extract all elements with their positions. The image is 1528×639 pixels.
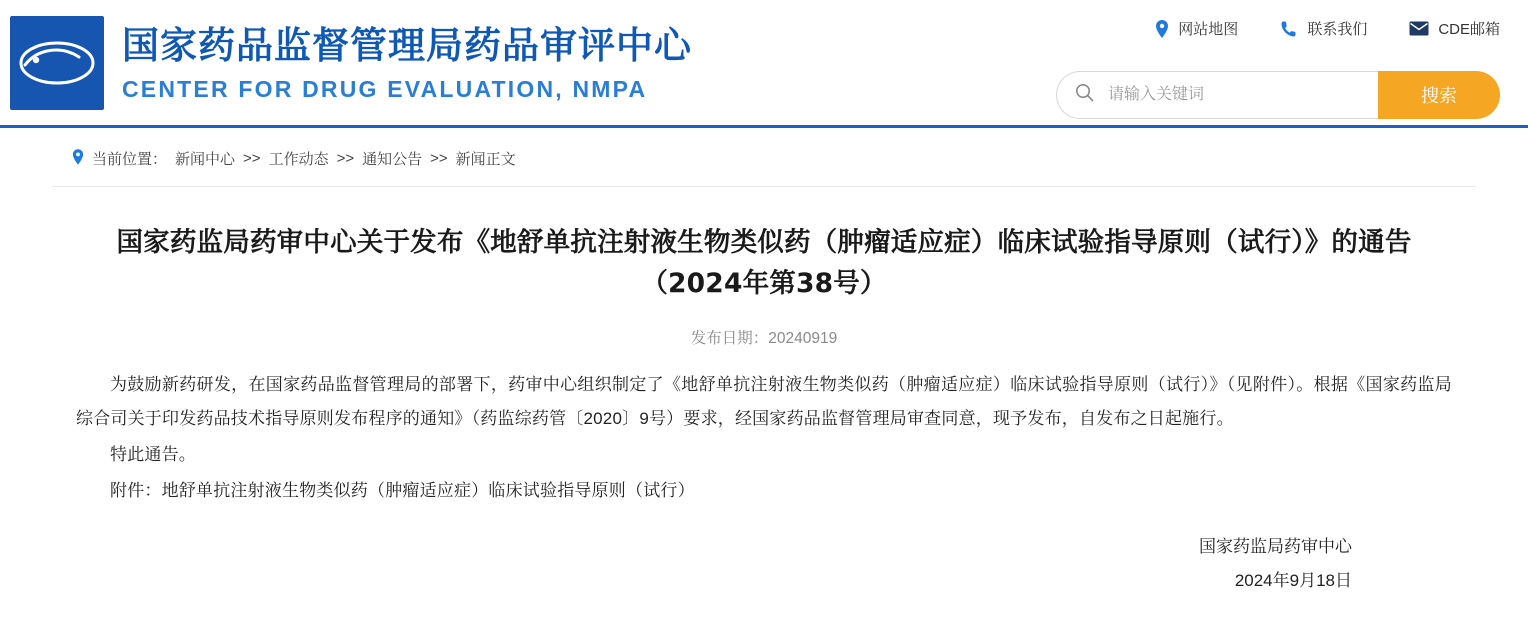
article-paragraph: 为鼓励新药研发，在国家药品监督管理局的部署下，药审中心组织制定了《地舒单抗注射液生物类似药（肿瘤适应症）临床试验指导原则（试行）》（见附件）。根据《国家药监局综合司关于印发药品技术指导原则发布程序的通知》（药监综药管〔2020〕9号）要求，经国家药品监督管理局审查同意，现予发布，自发布之日起施行。 bbox=[76, 375, 1452, 429]
breadcrumb-label: 当前位置： bbox=[92, 151, 168, 168]
breadcrumb-item-news-center[interactable]: 新闻中心 bbox=[175, 151, 236, 168]
location-pin-icon bbox=[72, 149, 84, 169]
top-link-label: 网站地图 bbox=[1178, 21, 1239, 38]
breadcrumb-separator: >> bbox=[430, 150, 448, 167]
search-input-wrapper[interactable] bbox=[1056, 71, 1378, 119]
site-logo[interactable] bbox=[10, 16, 692, 110]
top-link-contact[interactable] bbox=[1280, 18, 1367, 39]
location-pin-icon bbox=[1155, 20, 1169, 38]
publish-date bbox=[52, 326, 1476, 348]
article-paragraph: 特此通告。 bbox=[110, 445, 196, 465]
page-title: 国家药监局药审中心关于发布《地舒单抗注射液生物类似药（肿瘤适应症）临床试验指导原则（试行）》的通告（2024年第38号） bbox=[116, 227, 1412, 300]
site-title: 国家药品监督管理局药品审评中心 bbox=[122, 24, 692, 68]
article-attachment: 附件：地舒单抗注射液生物类似药（肿瘤适应症）临床试验指导原则（试行） bbox=[110, 481, 695, 501]
breadcrumb-separator: >> bbox=[243, 150, 261, 167]
search-input[interactable] bbox=[1106, 85, 1346, 105]
site-subtitle: CENTER FOR DRUG EVALUATION, NMPA bbox=[122, 75, 648, 102]
top-link-sitemap[interactable] bbox=[1155, 18, 1238, 39]
breadcrumb-separator: >> bbox=[336, 150, 355, 167]
breadcrumb-item-announcements[interactable]: 通知公告 bbox=[362, 151, 423, 168]
signature-organization: 国家药监局药审中心 bbox=[1199, 537, 1352, 557]
publish-date-value: 20240919 bbox=[768, 330, 838, 348]
top-link-mail[interactable] bbox=[1409, 18, 1500, 39]
top-links bbox=[1155, 18, 1500, 39]
phone-icon bbox=[1280, 20, 1298, 38]
article-body bbox=[52, 368, 1476, 598]
breadcrumb-item-work-updates[interactable]: 工作动态 bbox=[268, 151, 329, 168]
publish-date-label: 发布日期： bbox=[690, 330, 769, 348]
article-card bbox=[0, 128, 1528, 639]
site-header bbox=[0, 0, 1528, 128]
article-signature bbox=[76, 530, 1452, 598]
search-button[interactable]: 搜索 bbox=[1378, 71, 1500, 119]
top-link-label: 联系我们 bbox=[1307, 21, 1368, 38]
search-icon bbox=[1075, 83, 1094, 107]
top-link-label: CDE邮箱 bbox=[1438, 21, 1500, 38]
mail-icon bbox=[1409, 21, 1429, 36]
breadcrumb-item-article[interactable]: 新闻正文 bbox=[455, 151, 516, 168]
breadcrumb bbox=[52, 128, 1476, 187]
page-body bbox=[0, 128, 1528, 639]
signature-date: 2024年9月18日 bbox=[1234, 571, 1352, 591]
search-bar bbox=[1056, 71, 1500, 119]
cde-emblem-icon bbox=[10, 16, 104, 110]
